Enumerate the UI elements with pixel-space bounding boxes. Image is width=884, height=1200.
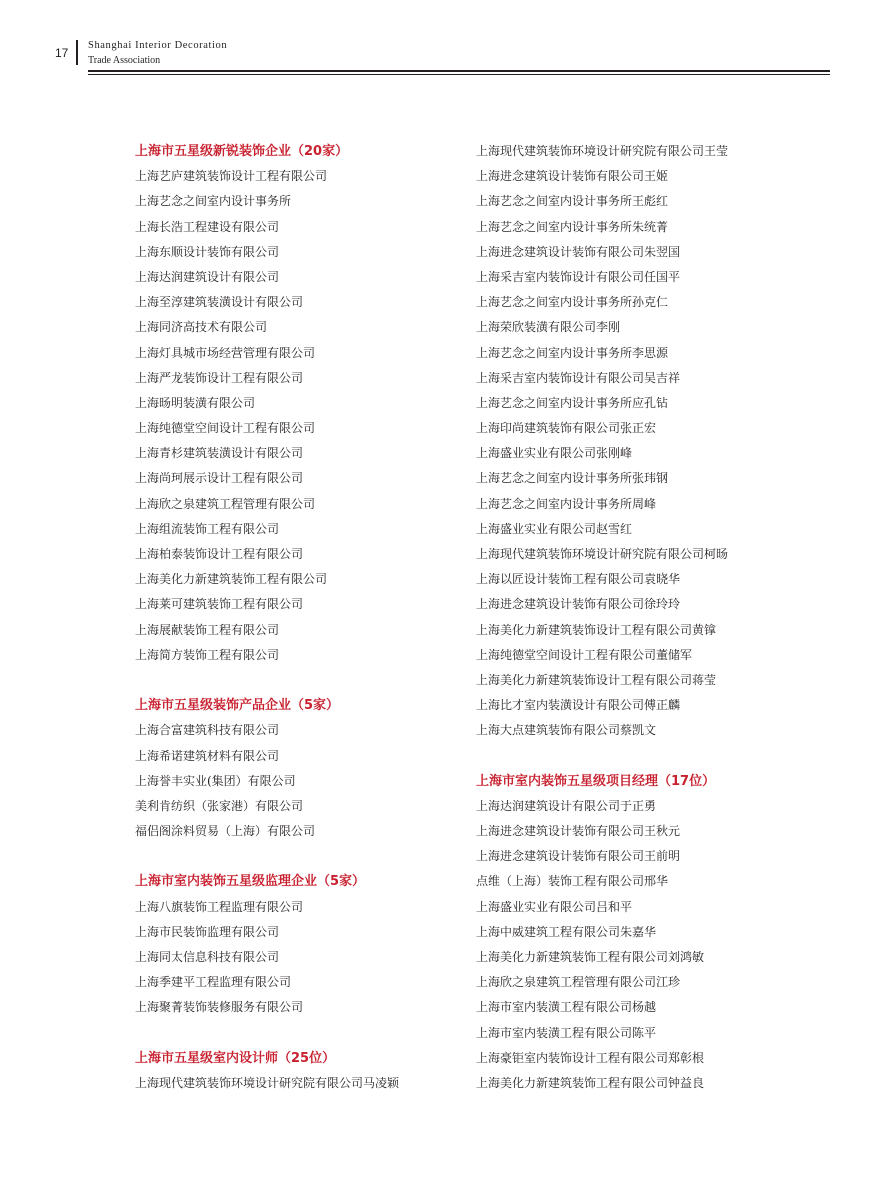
list-item: 上海长浩工程建设有限公司: [135, 219, 280, 234]
section-spacer: [135, 668, 480, 693]
list-item: 上海进念建筑设计装饰有限公司王姬: [476, 169, 669, 184]
list-item: 上海美化力新建筑装饰设计工程有限公司蒋莹: [476, 672, 717, 687]
list-item: 上海美化力新建筑装饰工程有限公司钟益良: [476, 1075, 705, 1090]
list-item: 上海艺念之间室内设计事务所李思源: [476, 345, 669, 360]
list-item: 上海青杉建筑装潢设计有限公司: [135, 446, 304, 461]
list-item: 上海市室内装潢工程有限公司杨越: [476, 1000, 657, 1015]
list-item: 福侣阁涂料贸易（上海）有限公司: [135, 824, 316, 839]
list-item: 上海至淳建筑装潢设计有限公司: [135, 295, 304, 310]
header-divider: [76, 40, 78, 65]
list-item: 美利肯纺织（张家港）有限公司: [135, 798, 304, 813]
section-spacer: [476, 744, 821, 769]
list-item: 上海大点建筑装饰有限公司蔡凯文: [476, 723, 657, 738]
list-item: 上海盛业实业有限公司吕和平: [476, 899, 633, 914]
right-column: [476, 139, 821, 1096]
list-item: 上海严龙装饰设计工程有限公司: [135, 370, 304, 385]
list-item: 上海美化力新建筑装饰工程有限公司刘鸿敏: [476, 950, 705, 964]
list-item: 上海美化力新建筑装饰设计工程有限公司黄镎: [476, 622, 717, 637]
section-heading: 上海市五星级室内设计师（25位）: [135, 1050, 336, 1066]
list-item: 上海豪钜室内装饰设计工程有限公司郑彰根: [476, 1050, 705, 1065]
list-item: 上海盛业实业有限公司赵雪红: [476, 521, 633, 536]
list-item: 上海艺庐建筑装饰设计工程有限公司: [135, 169, 328, 184]
list-item: 上海聚菁装饰装修服务有限公司: [135, 1000, 304, 1015]
section-spacer: [135, 1021, 480, 1046]
list-item: 上海艺念之间室内设计事务所: [135, 194, 292, 209]
list-item: 上海欣之泉建筑工程管理有限公司: [135, 496, 316, 511]
section-heading: 上海市五星级新锐装饰企业（20家）: [135, 144, 349, 159]
list-item: 上海同济高技术有限公司: [135, 320, 268, 335]
list-item: 上海艺念之间室内设计事务所应孔钻: [476, 395, 669, 410]
list-item: 上海现代建筑装饰环境设计研究院有限公司马凌颖: [135, 1075, 400, 1090]
section-heading: 上海市室内装饰五星级项目经理（17位）: [476, 773, 716, 789]
list-item: 上海美化力新建筑装饰工程有限公司: [135, 572, 328, 587]
list-item: 上海季建平工程监理有限公司: [135, 975, 292, 990]
header-rule-thin: [88, 74, 830, 75]
list-item: 上海誉丰实业(集团）有限公司: [135, 773, 296, 788]
list-item: 上海采吉室内装饰设计有限公司任国平: [476, 269, 681, 284]
list-item: 上海莱可建筑装饰工程有限公司: [135, 597, 304, 612]
list-item: 上海旸明装潢有限公司: [135, 395, 256, 410]
list-item: 上海盛业实业有限公司张刚峰: [476, 446, 633, 461]
list-item: 上海达润建筑设计有限公司: [135, 269, 280, 284]
list-item: 上海尚珂展示设计工程有限公司: [135, 471, 304, 486]
list-item: 上海进念建筑设计装饰有限公司王秋元: [476, 824, 681, 839]
list-item: 上海同太信息科技有限公司: [135, 950, 280, 964]
list-item: 上海比才室内装潢设计有限公司傅正麟: [476, 698, 681, 713]
list-item: 上海达润建筑设计有限公司于正勇: [476, 798, 657, 813]
list-item: 上海东顺设计装饰有限公司: [135, 244, 280, 259]
list-item: 上海柏泰装饰设计工程有限公司: [135, 547, 304, 561]
left-column: [135, 139, 480, 1096]
list-item: 上海进念建筑设计装饰有限公司朱翌国: [476, 244, 681, 259]
list-item: 上海纯德堂空间设计工程有限公司: [135, 421, 316, 436]
section-heading: 上海市五星级装饰产品企业（5家）: [135, 698, 340, 714]
page-header: [0, 0, 884, 80]
list-item: 上海展献装饰工程有限公司: [135, 622, 280, 637]
association-name-line2: Trade Association: [88, 55, 161, 66]
list-item: 上海现代建筑装饰环境设计研究院有限公司王莹: [476, 144, 729, 158]
association-name-line1: Shanghai Interior Decoration: [88, 40, 228, 51]
list-item: 上海市民装饰监理有限公司: [135, 924, 280, 939]
list-item: 上海现代建筑装饰环境设计研究院有限公司柯旸: [476, 547, 729, 561]
section-heading: 上海市室内装饰五星级监理企业（5家）: [135, 874, 366, 890]
list-item: 上海艺念之间室内设计事务所孙克仁: [476, 295, 669, 310]
header-rule-thick: [88, 70, 830, 72]
list-item: 上海简方装饰工程有限公司: [135, 647, 280, 662]
list-item: 上海印尚建筑装饰有限公司张正宏: [476, 421, 657, 436]
list-item: 上海灯具城市场经营管理有限公司: [135, 345, 316, 360]
list-item: 上海荣欣装潢有限公司李刚: [476, 320, 621, 335]
list-item: 上海市室内装潢工程有限公司陈平: [476, 1025, 657, 1040]
list-item: 上海艺念之间室内设计事务所张玮钢: [476, 471, 669, 486]
list-item: 上海艺念之间室内设计事务所朱统菁: [476, 219, 669, 234]
list-item: 上海八旗装饰工程监理有限公司: [135, 899, 304, 914]
list-item: 上海进念建筑设计装饰有限公司王前明: [476, 849, 681, 864]
list-item: 上海希诺建筑材料有限公司: [135, 748, 280, 763]
list-item: 上海进念建筑设计装饰有限公司徐玲玲: [476, 597, 681, 612]
list-item: 上海组流装饰工程有限公司: [135, 521, 280, 536]
page-number: 17: [55, 46, 69, 60]
list-item: 上海艺念之间室内设计事务所王彪红: [476, 194, 669, 209]
list-item: 点维（上海）装饰工程有限公司邢华: [476, 874, 669, 889]
list-item: 上海采吉室内装饰设计有限公司吴吉祥: [476, 370, 681, 385]
list-item: 上海合富建筑科技有限公司: [135, 723, 280, 738]
list-item: 上海纯德堂空间设计工程有限公司董储军: [476, 647, 693, 662]
list-item: 上海中威建筑工程有限公司朱嘉华: [476, 924, 657, 939]
list-item: 上海以匠设计装饰工程有限公司袁晓华: [476, 572, 681, 587]
list-item: 上海艺念之间室内设计事务所周峰: [476, 496, 657, 511]
list-item: 上海欣之泉建筑工程管理有限公司江珍: [476, 975, 681, 990]
section-spacer: [135, 844, 480, 869]
